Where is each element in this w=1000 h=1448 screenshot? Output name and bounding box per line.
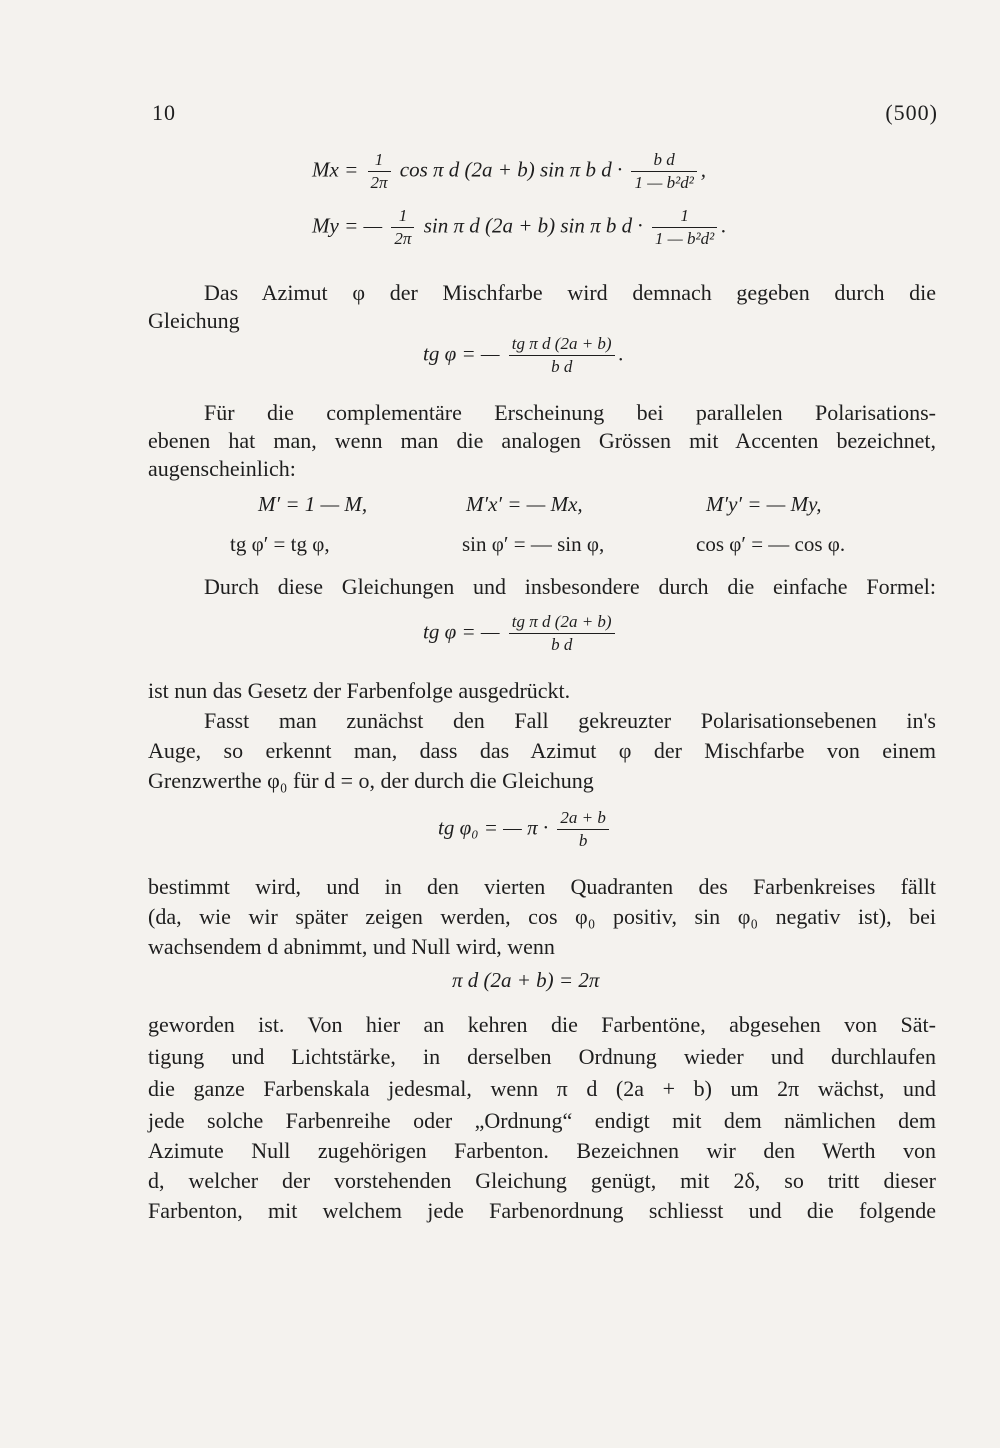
equation-my-prime: M′y′ = — My, — [706, 492, 822, 516]
fraction-denominator: b — [578, 831, 588, 850]
equation-lhs: Mx = — [312, 157, 359, 182]
fraction — [509, 334, 615, 377]
text-line: geworden ist. Von hier an kehren die Farbentöne, abgesehen von Sät- — [148, 1012, 936, 1037]
fraction-numerator: tg π d (2a + b) — [509, 334, 615, 356]
fraction-numerator: 2a + b — [557, 808, 608, 830]
equation-punct: , — [700, 157, 707, 182]
equation-tg-phi-formula — [423, 612, 619, 655]
text-line: Auge, so erkennt man, dass das Azimut φ der Mischfarbe von einem — [148, 738, 936, 763]
fraction — [631, 150, 696, 193]
fraction — [391, 206, 414, 249]
equation-punct: . — [618, 341, 624, 366]
text-line: Grenzwerthe φ₀ für d = o, der durch die Gleichung — [148, 768, 594, 793]
equation-body: cos π d (2a + b) sin π b d · — [399, 157, 623, 182]
text-line: wachsendem d abnimmt, und Null wird, wenn — [148, 934, 555, 959]
equation-mx — [312, 150, 706, 193]
equation-order: π d (2a + b) = 2π — [452, 968, 600, 992]
equation-body: sin π d (2a + b) sin π b d · — [423, 213, 643, 238]
text-line: die ganze Farbenskala jedesmal, wenn π d (2a + b) um 2π wächst, und — [148, 1076, 936, 1101]
fraction-denominator: 2π — [394, 229, 412, 248]
fraction-denominator: b d — [551, 635, 573, 654]
text-line: ebenen hat man, wenn man die analogen Grössen mit Accenten bezeichnet, — [148, 428, 936, 453]
equation-tg-phi-zero — [438, 808, 613, 851]
equation-lhs: My = — — [312, 213, 383, 238]
equation-cos-phi-prime: cos φ′ = — cos φ. — [696, 532, 846, 556]
fraction-numerator: 1 — [368, 150, 391, 172]
text-line: (da, wie wir später zeigen werden, cos φ₀ positiv, sin φ₀ negativ ist), bei — [148, 904, 936, 929]
page-number: 10 — [152, 100, 176, 125]
equation-lhs: tg φ = — — [423, 619, 500, 644]
equation-mx-prime: M′x′ = — Mx, — [466, 492, 583, 516]
fraction — [509, 612, 615, 655]
text-line: Gleichung — [148, 308, 240, 333]
fraction — [368, 150, 391, 193]
fraction-numerator: b d — [631, 150, 696, 172]
text-line: Das Azimut φ der Mischfarbe wird demnach gegeben durch die — [204, 280, 936, 305]
equation-my — [312, 206, 726, 249]
fraction — [652, 206, 717, 249]
fraction-numerator: 1 — [391, 206, 414, 228]
equation-tg-phi-prime: tg φ′ = tg φ, — [230, 532, 330, 556]
fraction-numerator: 1 — [652, 206, 717, 228]
fraction-denominator: 2π — [370, 173, 388, 192]
equation-tg-phi — [423, 334, 624, 377]
text-line: tigung und Lichtstärke, in derselben Ordnung wieder und durchlaufen — [148, 1044, 936, 1069]
text-line: Azimute Null zugehörigen Farbenton. Bezeichnen wir den Werth von — [148, 1138, 936, 1163]
page-number-bracketed: (500) — [885, 100, 938, 125]
text-line: Für die complementäre Erscheinung bei parallelen Polarisations- — [204, 400, 936, 425]
equation-punct: . — [721, 213, 727, 238]
text-line: Fasst man zunächst den Fall gekreuzter Polarisationsebenen in's — [204, 708, 936, 733]
equation-lhs: tg φ = — — [423, 341, 500, 366]
text-line: Durch diese Gleichungen und insbesondere durch die einfache Formel: — [204, 574, 936, 599]
fraction-numerator: tg π d (2a + b) — [509, 612, 615, 634]
text-line: jede solche Farbenreihe oder „Ordnung“ endigt mit dem nämlichen dem — [148, 1108, 936, 1133]
fraction-denominator: b d — [551, 357, 573, 376]
text-line: ist nun das Gesetz der Farbenfolge ausgedrückt. — [148, 678, 571, 703]
equation-m-prime: M′ = 1 — M, — [258, 492, 368, 516]
text-line: bestimmt wird, und in den vierten Quadranten des Farbenkreises fällt — [148, 874, 936, 899]
fraction-denominator: 1 — b²d² — [634, 173, 694, 192]
equation-sin-phi-prime: sin φ′ = — sin φ, — [462, 532, 605, 556]
fraction-denominator: 1 — b²d² — [654, 229, 715, 248]
text-line: d, welcher der vorstehenden Gleichung genügt, mit 2δ, so tritt dieser — [148, 1168, 936, 1193]
text-line: Farbenton, mit welchem jede Farbenordnung schliesst und die folgende — [148, 1198, 936, 1223]
text-line: augenscheinlich: — [148, 456, 296, 481]
fraction — [557, 808, 608, 851]
equation-lhs: tg φ₀ = — π · — [438, 815, 549, 840]
